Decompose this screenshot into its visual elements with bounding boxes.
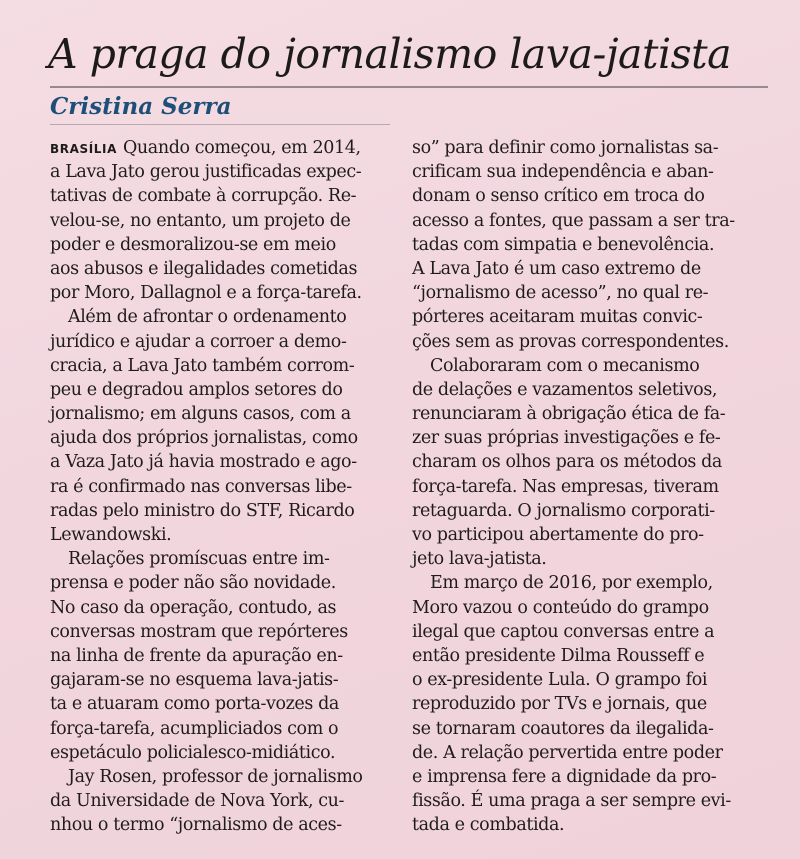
- line-text: Moro vazou o conteúdo do grampo: [412, 597, 709, 618]
- line-text: vo participou abertamente do pro-: [412, 525, 704, 545]
- line-text: jeto lava-jatista.: [412, 549, 547, 570]
- text-line: [412, 450, 772, 474]
- article-byline: Cristina Serra: [50, 93, 232, 120]
- line-text: zer suas próprias investigações e fe-: [412, 428, 721, 449]
- line-text: Colaboraram com o mecanismo: [430, 355, 700, 376]
- line-text: retaguarda. O jornalismo corporati-: [412, 500, 715, 521]
- line-text: ções sem as provas correspondentes.: [412, 331, 729, 352]
- line-text: de. A relação pervertida entre poder: [412, 742, 723, 763]
- text-line: [50, 330, 395, 354]
- headline-rule: [50, 86, 768, 88]
- dateline: BRASÍLIA: [50, 142, 117, 156]
- line-text: A Lava Jato é um caso extremo de: [412, 258, 701, 279]
- text-line: [50, 281, 395, 305]
- line-text: e imprensa fere a dignidade da pro-: [412, 766, 717, 787]
- article-headline: A praga do jornalismo lava-jatista: [48, 30, 732, 78]
- line-text: fissão. É uma praga a ser sempre evi-: [412, 791, 731, 812]
- line-text: ilegal que captou conversas entre a: [412, 621, 715, 642]
- line-text: radas pelo ministro do STF, Ricardo: [50, 500, 355, 521]
- article-column-right: [412, 136, 772, 837]
- text-line: [50, 209, 395, 233]
- line-text: Quando começou, em 2014,: [122, 138, 361, 158]
- text-line: [412, 330, 772, 354]
- line-text: crificam sua independência e aban-: [412, 162, 714, 183]
- text-line: [50, 668, 395, 692]
- line-text: Jay Rosen, professor de jornalismo: [68, 766, 363, 787]
- text-line: [50, 426, 395, 450]
- text-line: [412, 233, 772, 257]
- line-text: poder e desmoralizou-se em meio: [50, 234, 336, 255]
- line-text: força-tarefa. Nas empresas, tiveram: [412, 476, 719, 497]
- text-line: [412, 378, 772, 402]
- text-line: [412, 547, 772, 571]
- line-text: Além de afrontar o ordenamento: [68, 307, 347, 328]
- text-line: [412, 789, 772, 813]
- line-text: Relações promíscuas entre im-: [68, 549, 330, 570]
- text-line: [50, 184, 395, 208]
- text-line: [412, 305, 772, 329]
- text-line: [412, 257, 772, 281]
- text-line: [412, 571, 772, 595]
- text-line: [50, 450, 395, 474]
- text-line: [412, 160, 772, 184]
- text-line: [50, 305, 395, 329]
- text-line: [50, 644, 395, 668]
- text-line: [412, 426, 772, 450]
- text-line: [50, 547, 395, 571]
- line-text: ra é confirmado nas conversas libe-: [50, 476, 352, 497]
- text-line: [50, 523, 395, 547]
- line-text: prensa e poder não são novidade.: [50, 573, 336, 594]
- text-line: [50, 741, 395, 765]
- line-text: gajaram-se no esquema lava-jatis-: [50, 670, 339, 691]
- line-text: charam os olhos para os métodos da: [412, 452, 722, 473]
- text-line: [50, 160, 395, 184]
- line-text: cracia, a Lava Jato também corrom-: [50, 355, 355, 376]
- text-line: [50, 354, 395, 378]
- line-text: o ex-presidente Lula. O grampo foi: [412, 670, 708, 691]
- text-line: [412, 184, 772, 208]
- line-text: donam o senso crítico em troca do: [412, 186, 705, 207]
- text-line: [50, 789, 395, 813]
- text-line: [50, 717, 395, 741]
- text-line: [412, 402, 772, 426]
- text-line: [412, 717, 772, 741]
- text-line: [412, 692, 772, 716]
- text-line: [412, 644, 772, 668]
- text-line: [412, 668, 772, 692]
- line-text: a Vaza Jato já havia mostrado e ago-: [50, 452, 357, 473]
- line-text: Lewandowski.: [50, 525, 172, 545]
- text-line: [50, 402, 395, 426]
- text-line: [50, 596, 395, 620]
- line-text: conversas mostram que repórteres: [50, 621, 348, 642]
- text-line: [412, 765, 772, 789]
- line-text: jurídico e ajudar a corroer a demo-: [50, 331, 347, 352]
- line-text: jornalismo; em alguns casos, com a: [50, 404, 351, 425]
- line-text: renunciaram à obrigação ética de fa-: [412, 404, 726, 425]
- article-column-left: [50, 136, 395, 837]
- line-text: na linha de frente da apuração en-: [50, 645, 343, 666]
- text-line: [412, 620, 772, 644]
- text-line: [50, 692, 395, 716]
- line-text: tada e combatida.: [412, 815, 565, 836]
- line-text: força-tarefa, acumpliciados com o: [50, 718, 339, 739]
- line-text: “jornalismo de acesso”, no qual re-: [412, 283, 709, 304]
- text-line: [50, 765, 395, 789]
- text-line: [412, 281, 772, 305]
- line-text: aos abusos e ilegalidades cometidas: [50, 258, 358, 279]
- line-text: da Universidade de Nova York, cu-: [50, 791, 345, 812]
- text-line: [50, 499, 395, 523]
- line-text: peu e degradou amplos setores do: [50, 379, 343, 400]
- text-line: [50, 620, 395, 644]
- text-line: [412, 596, 772, 620]
- text-line: [50, 136, 395, 160]
- text-line: [412, 136, 772, 160]
- line-text: tadas com simpatia e benevolência.: [412, 234, 715, 255]
- byline-rule: [50, 124, 390, 125]
- text-line: [50, 257, 395, 281]
- line-text: acesso a fontes, que passam a ser tra-: [412, 210, 735, 231]
- line-text: so” para definir como jornalistas sa-: [412, 138, 719, 158]
- text-line: [412, 499, 772, 523]
- line-text: de delações e vazamentos seletivos,: [412, 379, 718, 400]
- line-text: No caso da operação, contudo, as: [50, 597, 337, 618]
- text-line: [50, 378, 395, 402]
- text-line: [412, 813, 772, 837]
- text-line: [412, 523, 772, 547]
- text-line: [412, 475, 772, 499]
- text-line: [50, 571, 395, 595]
- line-text: se tornaram coautores da ilegalida-: [412, 718, 714, 739]
- line-text: espetáculo policialesco-midiático.: [50, 742, 336, 763]
- line-text: tativas de combate à corrupção. Re-: [50, 186, 357, 207]
- line-text: reproduzido por TVs e jornais, que: [412, 694, 707, 715]
- line-text: Em março de 2016, por exemplo,: [430, 573, 713, 594]
- line-text: ta e atuaram como porta-vozes da: [50, 694, 339, 715]
- line-text: velou-se, no entanto, um projeto de: [50, 210, 351, 231]
- line-text: pórteres aceitaram muitas convic-: [412, 307, 703, 328]
- text-line: [50, 233, 395, 257]
- line-text: nhou o termo “jornalismo de aces-: [50, 815, 342, 836]
- line-text: ajuda dos próprios jornalistas, como: [50, 428, 358, 449]
- text-line: [50, 813, 395, 837]
- line-text: a Lava Jato gerou justificadas expec-: [50, 162, 362, 183]
- text-line: [50, 475, 395, 499]
- text-line: [412, 354, 772, 378]
- text-line: [412, 741, 772, 765]
- text-line: [412, 209, 772, 233]
- line-text: por Moro, Dallagnol e a força-tarefa.: [50, 283, 362, 304]
- line-text: então presidente Dilma Rousseff e: [412, 645, 705, 666]
